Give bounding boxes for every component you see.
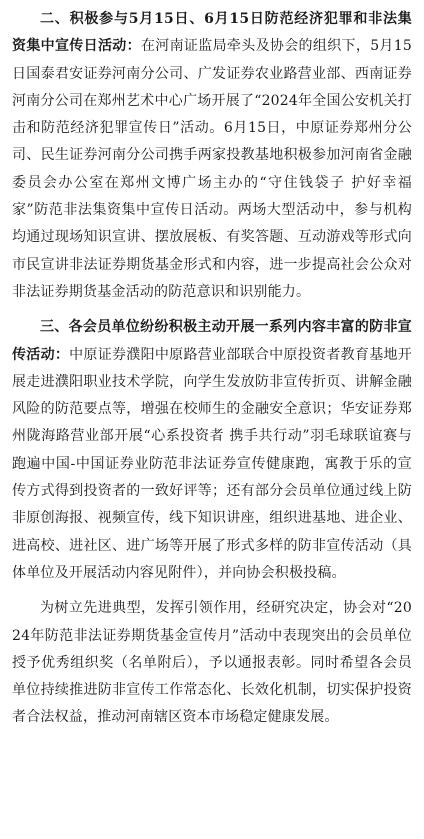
section-2-body: 在河南证监局牵头及协会的组织下，5月15日国泰君安证券河南分公司、广发证券农业路营业部、西南证券河南分公司在郑州艺术中心广场开展了“2024年全国公安机关打击和防范经济犯罪宣传日”活动。6月15日，中原证券郑州分公司、民生证券河南分公司携手两家投教基地积极参加河南省金融委员会办公室在郑州文博广场主办的“守住钱袋子 护好幸福家”防范非法集资集中宣传日活动。两场大型活动中，参与机构均通过现场知识宣讲、摆放展板、有奖答题、互动游戏等形式向市民宣讲非法证券期货基金形式和内容，进一步提高社会公众对非法证券期货基金活动的防范意识和识别能力。 [12,38,412,300]
closing-paragraph: 为树立先进典型，发挥引领作用，经研究决定，协会对“2024年防范非法证券期货基金宣传月”活动中表现突出的会员单位授予优秀组织奖（名单附后），予以通报表彰。同时希望各会员单位持续推进防非宣传工作常态化、长效化机制，切实保护投资者合法权益，推动河南辖区资本市场稳定健康发展。 [12,600,412,726]
section-3-body: 中原证券濮阳中原路营业部联合中原投资者教育基地开展走进濮阳职业技术学院，向学生发放防非宣传折页、讲解金融风险的防范要点等，增强在校师生的金融安全意识；华安证券郑州陇海路营业部开展“心系投资者 携手共行动”羽毛球联谊赛与跑遍中国-中国证券业防范非法证券宣传健康跑，寓教于乐的宣传方式得到投资者的一致好评等；还有部分会员单位通过线上防非原创海报、视频宣传，线下知识讲座，组织进基地、进企业、进高校、进社区、进广场等开展了形式多样的防非宣传活动（具体单位及开展活动内容见附件），并向协会积极投稿。 [12,346,412,581]
section-3-paragraph [12,314,412,587]
section-2-heading: 二、积极参与5月15日、6月15日防范经济犯罪和非法集资集中宣传日活动： [12,11,412,55]
section-2-paragraph [12,6,412,306]
section-3-heading: 三、各会员单位纷纷积极主动开展一系列内容丰富的防非宣传活动： [12,319,412,363]
